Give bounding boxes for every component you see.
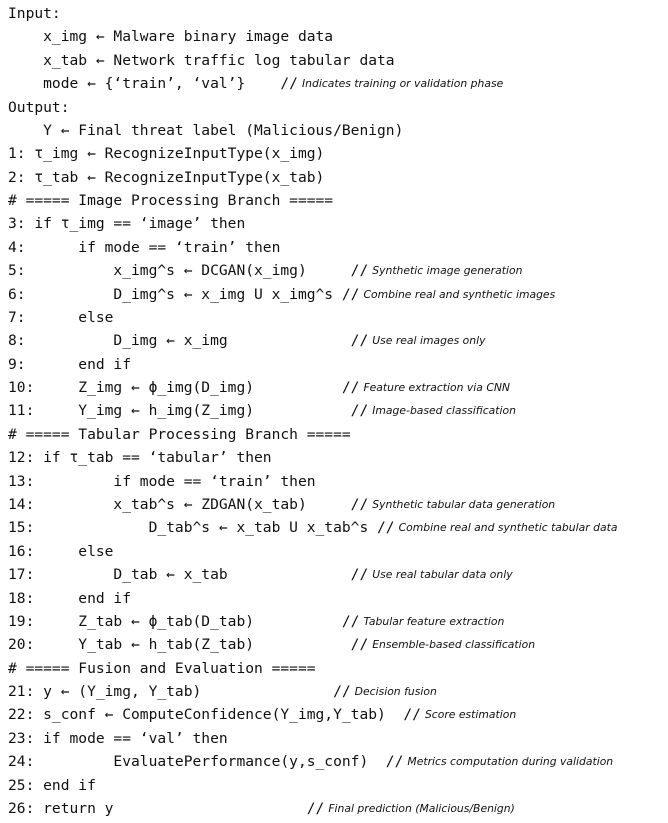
- code-text: Y ← Final threat label (Malicious/Benign): [8, 121, 404, 139]
- code-text: Output:: [8, 98, 70, 116]
- code-text: 17: D_tab ← x_tab //: [8, 566, 369, 584]
- code-comment: Indicates training or validation phase: [301, 77, 504, 91]
- code-line: [8, 774, 96, 797]
- code-line: [8, 446, 272, 469]
- code-line: [8, 2, 61, 25]
- code-line: [8, 236, 280, 259]
- code-line: [8, 96, 70, 119]
- code-line: [8, 610, 505, 633]
- code-text: 22: s_conf ← ComputeConfidence(Y_img,Y_tab) //: [8, 706, 421, 724]
- code-line: [8, 72, 504, 95]
- code-line: [8, 680, 437, 703]
- code-line: [8, 119, 403, 142]
- code-text: 18: end if: [8, 589, 132, 607]
- code-comment: Score estimation: [424, 708, 517, 722]
- code-text: 9: end if: [8, 355, 132, 373]
- code-line: [8, 399, 516, 422]
- code-line: [8, 142, 324, 165]
- code-line: [8, 329, 486, 352]
- code-line: [8, 189, 333, 212]
- code-line: [8, 633, 536, 656]
- code-line: [8, 657, 316, 680]
- code-comment: Ensemble-based classification: [372, 638, 536, 652]
- code-line: [8, 797, 515, 820]
- code-text: 13: if mode == ‘train’ then: [8, 472, 316, 490]
- code-text: 4: if mode == ‘train’ then: [8, 238, 281, 256]
- code-comment: Tabular feature extraction: [363, 614, 505, 628]
- code-comment: Combine real and synthetic images: [363, 287, 556, 301]
- code-text: Input:: [8, 5, 61, 22]
- code-line: [8, 703, 517, 726]
- code-text: 2: τ_tab ← RecognizeInputType(x_tab): [8, 168, 325, 186]
- code-text: 1: τ_img ← RecognizeInputType(x_img): [8, 145, 325, 163]
- code-text: 14: x_tab^s ← ZDGAN(x_tab) //: [8, 495, 369, 513]
- code-comment: Combine real and synthetic tabular data: [398, 521, 618, 535]
- code-comment: Final prediction (Malicious/Benign): [328, 801, 515, 815]
- code-text: 19: Z_tab ← ϕ_tab(D_tab) //: [8, 612, 360, 630]
- code-line: [8, 516, 618, 539]
- code-text: # ===== Image Processing Branch =====: [8, 192, 334, 210]
- code-text: 7: else: [8, 308, 114, 326]
- code-line: [8, 563, 513, 586]
- code-line: [8, 212, 245, 235]
- code-text: mode ← {‘train’, ‘val’} //: [8, 75, 298, 93]
- code-text: # ===== Fusion and Evaluation =====: [8, 659, 316, 677]
- code-text: x_tab ← Network traffic log tabular data: [8, 51, 395, 69]
- code-line: [8, 166, 324, 189]
- code-text: 21: y ← (Y_img, Y_tab) //: [8, 683, 351, 701]
- code-comment: Metrics computation during validation: [407, 755, 614, 769]
- code-text: 5: x_img^s ← DCGAN(x_img) //: [8, 262, 369, 280]
- code-comment: Synthetic tabular data generation: [372, 497, 556, 511]
- code-text: 6: D_img^s ← x_img U x_img^s //: [8, 285, 360, 303]
- code-text: 25: end if: [8, 776, 96, 794]
- code-line: [8, 259, 523, 282]
- code-text: 12: if τ_tab == ‘tabular’ then: [8, 449, 272, 467]
- code-line: [8, 727, 228, 750]
- code-text: 24: EvaluatePerformance(y,s_conf) //: [8, 753, 404, 771]
- code-comment: Use real images only: [372, 334, 486, 348]
- code-line: [8, 587, 131, 610]
- code-text: 10: Z_img ← ϕ_img(D_img) //: [8, 379, 360, 397]
- code-text: 3: if τ_img == ‘image’ then: [8, 215, 246, 233]
- code-text: 11: Y_img ← h_img(Z_img) //: [8, 402, 369, 420]
- code-comment: Feature extraction via CNN: [363, 381, 511, 395]
- code-line: [8, 306, 113, 329]
- code-line: [8, 283, 556, 306]
- code-line: [8, 750, 614, 773]
- code-text: 16: else: [8, 542, 114, 560]
- code-line: [8, 493, 556, 516]
- code-text: 8: D_img ← x_img //: [8, 332, 369, 350]
- code-line: [8, 49, 395, 72]
- code-line: [8, 540, 113, 563]
- code-comment: Decision fusion: [354, 685, 437, 699]
- code-line: [8, 423, 351, 446]
- code-text: x_img ← Malware binary image data: [8, 28, 334, 46]
- code-text: 15: D_tab^s ← x_tab U x_tab^s //: [8, 519, 395, 537]
- code-line: [8, 376, 511, 399]
- code-text: 20: Y_tab ← h_tab(Z_tab) //: [8, 636, 369, 654]
- code-line: [8, 25, 333, 48]
- code-comment: Use real tabular data only: [372, 568, 513, 582]
- code-line: [8, 470, 316, 493]
- code-text: 23: if mode == ‘val’ then: [8, 729, 228, 747]
- code-comment: Image-based classification: [372, 404, 516, 418]
- code-comment: Synthetic image generation: [372, 264, 523, 278]
- code-text: # ===== Tabular Processing Branch =====: [8, 425, 351, 443]
- code-line: [8, 353, 131, 376]
- code-text: 26: return y //: [8, 799, 325, 817]
